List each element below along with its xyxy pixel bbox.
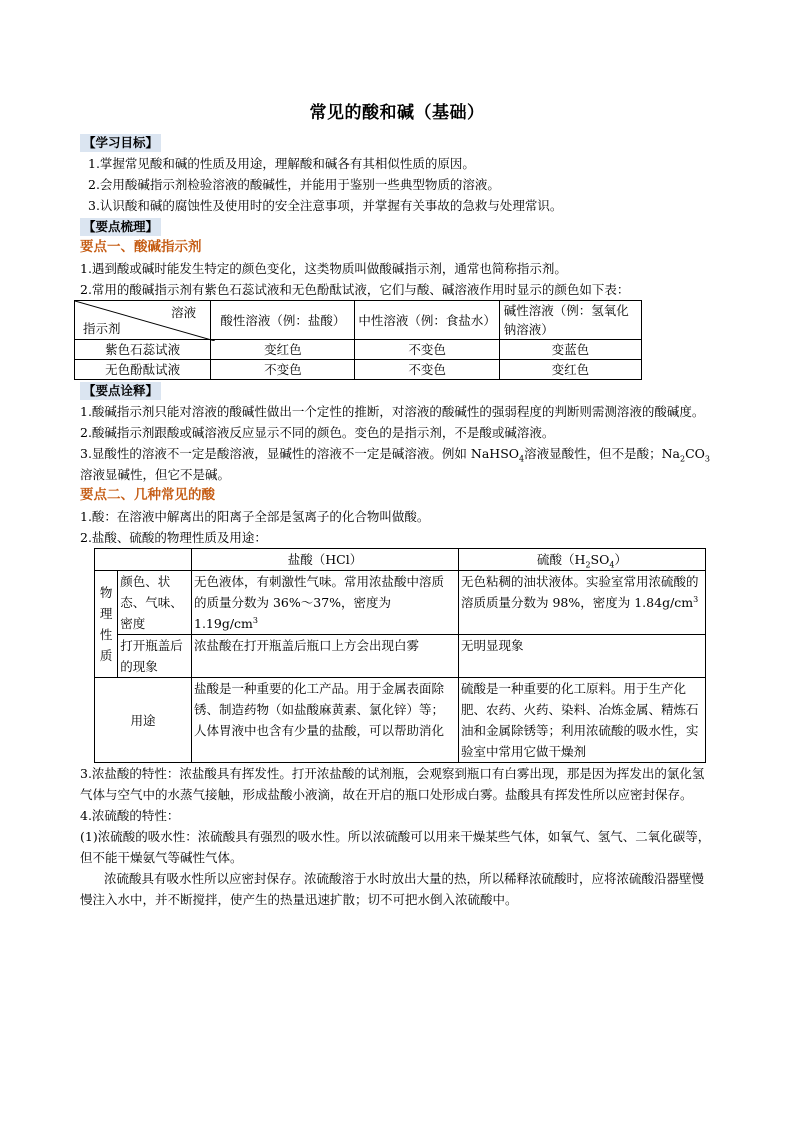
corner-top-label: 溶液 (171, 305, 197, 320)
point2-section (80, 485, 714, 910)
table-corner-cell (75, 301, 211, 340)
table-cell: 不变色 (355, 340, 499, 360)
point1-paragraph: 2.常用的酸碱指示剂有紫色石蕊试液和无色酚酞试液，它们与酸、碱溶液作用时显示的颜色如下表： (80, 282, 630, 297)
table-row (95, 635, 706, 678)
explain-paragraph: 3.显酸性的溶液不一定是酸溶液，显碱性的溶液不一定是碱溶液。例如 NaHSO$_4$溶液显酸性，但不是酸；$Na_2CO_3$溶液显碱性，但它不是碱。 (80, 446, 710, 482)
row-label: 打开瓶盖后的现象 (118, 635, 192, 678)
row-label: 颜色、状态、气味、密度 (118, 571, 192, 635)
point2-paragraph: 1.酸：在溶液中解离出的阳离子全部是氢离子的化合物叫做酸。 (80, 509, 430, 524)
review-tag: 【要点梳理】 (80, 218, 161, 236)
table-header: 硫酸$(H_2SO_4)$ (459, 549, 706, 571)
indicator-name: 无色酚酞试液 (75, 360, 211, 380)
point1-section (80, 237, 714, 380)
point1-heading: 要点一、酸碱指示剂 (80, 239, 202, 255)
goal-item: 3.认识酸和碱的腐蚀性及使用时的安全注意事项，并掌握有关事故的急救与处理常识。 (88, 198, 563, 213)
table-header: 碱性溶液（例：氢氧化钠溶液） (499, 301, 641, 340)
table-header: 盐酸（HCl） (192, 549, 459, 571)
document-page (80, 98, 714, 910)
point1-paragraph: 1.遇到酸或碱时能发生特定的颜色变化，这类物质叫做酸碱指示剂，通常也简称指示剂。 (80, 261, 567, 276)
goal-item: 1.掌握常见酸和碱的性质及用途，理解酸和碱各有其相似性质的原因。 (88, 156, 475, 171)
table-row (95, 678, 706, 763)
point2-paragraph: 浓硫酸具有吸水性所以应密封保存。浓硫酸溶于水时放出大量的热，所以稀释浓硫酸时，应将浓硫酸沿器壁慢慢注入水中，并不断搅拌，使产生的热量迅速扩散；切不可把水倒入浓硫酸中。 (80, 871, 705, 907)
table-cell: 无色液体，有刺激性气味。常用浓盐酸中溶质的质量分数为 36%～37%，密度为 $1.19g/cm^3$ (192, 571, 459, 635)
point2-paragraph: 2.盐酸、硫酸的物理性质及用途： (80, 530, 267, 545)
table-row (95, 571, 706, 635)
point2-paragraph: (1)浓硫酸的吸水性：浓硫酸具有强烈的吸水性。所以浓硫酸可以用来干燥某些气体，如氧气、氢气、二氧化碳等，但不能干燥氨气等碱性气体。 (80, 829, 711, 865)
physical-label: 物 理 性 质 (95, 571, 118, 678)
indicator-name: 紫色石蕊试液 (75, 340, 211, 360)
point2-paragraph: 4.浓硫酸的特性： (80, 808, 180, 823)
row-label: 用途 (95, 678, 192, 763)
explain-section (80, 380, 714, 485)
table-cell: 不变色 (211, 360, 355, 380)
table-cell: 变蓝色 (499, 340, 641, 360)
indicator-table (74, 300, 642, 380)
table-cell: 浓盐酸在打开瓶盖后瓶口上方会出现白雾 (192, 635, 459, 678)
goals-section (80, 132, 714, 216)
acid-properties-table (94, 548, 706, 763)
table-header: 中性溶液（例：食盐水） (355, 301, 499, 340)
goal-item: 2.会用酸碱指示剂检验溶液的酸碱性，并能用于鉴别一些典型物质的溶液。 (88, 177, 500, 192)
table-row (75, 360, 642, 380)
explain-tag: 【要点诠释】 (80, 382, 161, 400)
goals-tag: 【学习目标】 (80, 134, 161, 152)
explain-paragraph: 1.酸碱指示剂只能对溶液的酸碱性做出一个定性的推断，对溶液的酸碱性的强弱程度的判断则需测溶液的酸碱度。 (80, 404, 705, 419)
table-cell: 不变色 (355, 360, 499, 380)
table-cell: 盐酸是一种重要的化工产品。用于金属表面除锈、制造药物（如盐酸麻黄素、氯化锌）等；人体胃液中也含有少量的盐酸，可以帮助消化 (192, 678, 459, 763)
table-cell: 硫酸是一种重要的化工原料。用于生产化肥、农药、火药、染料、冶炼金属、精炼石油和金属除锈等；利用浓硫酸的吸水性，实验室中常用它做干燥剂 (459, 678, 706, 763)
point2-paragraph: 3.浓盐酸的特性：浓盐酸具有挥发性。打开浓盐酸的试剂瓶，会观察到瓶口有白雾出现，那是因为挥发出的氯化氢气体与空气中的水蒸气接触，形成盐酸小液滴，故在开启的瓶口处形成白雾。盐酸具有挥发性所以应密封保存。 (80, 766, 705, 802)
table-cell: 无明显现象 (459, 635, 706, 678)
table-row (75, 340, 642, 360)
explain-paragraph: 2.酸碱指示剂跟酸或碱溶液反应显示不同的颜色。变色的是指示剂，不是酸或碱溶液。 (80, 425, 555, 440)
corner-bottom-label: 指示剂 (83, 321, 121, 336)
page-title: 常见的酸和碱（基础） (309, 103, 485, 123)
table-cell: 无色粘稠的油状液体。实验室常用浓硫酸的溶质质量分数为 98%，密度为 $1.84g/cm^3$ (459, 571, 706, 635)
table-header: 酸性溶液（例：盐酸） (211, 301, 355, 340)
point2-heading: 要点二、几种常见的酸 (80, 487, 215, 503)
table-cell: 变红色 (499, 360, 641, 380)
table-cell: 变红色 (211, 340, 355, 360)
